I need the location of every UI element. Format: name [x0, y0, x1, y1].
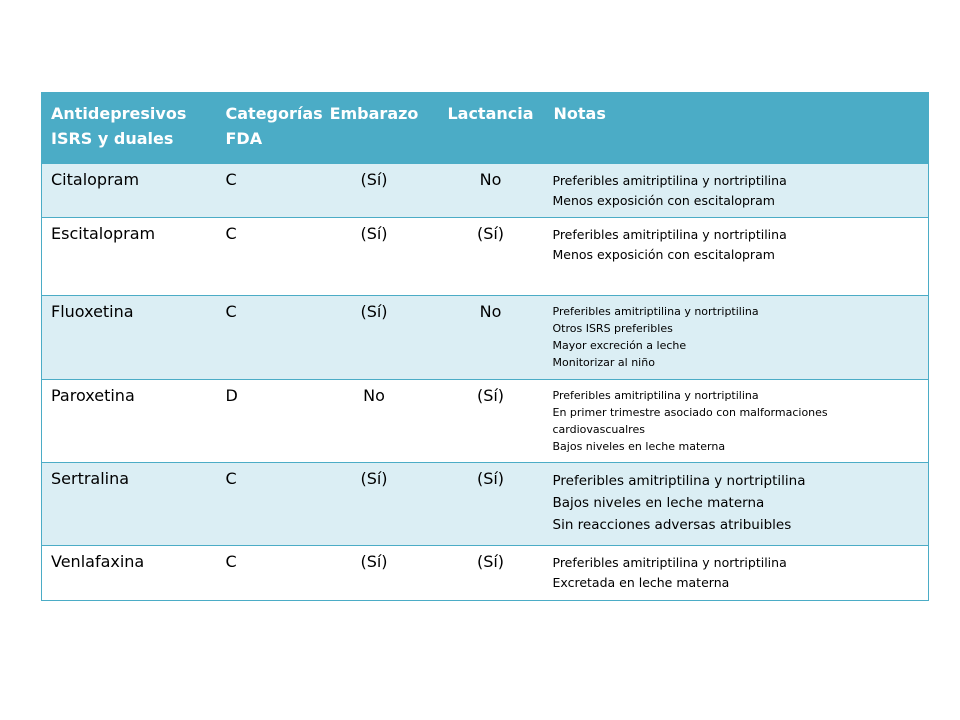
- header-lactation: Lactancia: [437, 93, 545, 164]
- pregnancy-value: (Sí): [312, 164, 437, 218]
- lactation-value: No: [437, 164, 545, 218]
- table-row: [42, 546, 929, 601]
- header-fda-line2: FDA: [225, 129, 263, 148]
- drug-name: Citalopram: [42, 164, 217, 218]
- note-line: Bajos niveles en leche materna: [552, 495, 765, 511]
- drug-name: Sertralina: [42, 463, 217, 546]
- lactation-value: (Sí): [437, 546, 545, 601]
- table-row: [42, 164, 929, 218]
- drug-name: Escitalopram: [42, 218, 217, 296]
- lactation-value: (Sí): [437, 463, 545, 546]
- pregnancy-value: (Sí): [312, 218, 437, 296]
- header-fda-line1: Categorías: [225, 104, 323, 123]
- table-row: [42, 218, 929, 296]
- drug-name: Venlafaxina: [42, 546, 217, 601]
- note-line: Sin reacciones adversas atribuibles: [552, 517, 792, 533]
- note-line: Menos exposición con escitalopram: [552, 192, 775, 208]
- notes-cell: [545, 164, 929, 218]
- header-drug-line2: ISRS y duales: [51, 129, 174, 148]
- fda-category: C: [217, 164, 312, 218]
- table-row: [42, 296, 929, 380]
- table-row: [42, 463, 929, 546]
- note-line: Preferibles amitriptilina y nortriptilina: [552, 227, 787, 242]
- notes-cell: [545, 546, 929, 601]
- note-line: Monitorizar al niño: [552, 356, 655, 369]
- pregnancy-value: (Sí): [312, 463, 437, 546]
- fda-category: D: [217, 380, 312, 463]
- lactation-value: (Sí): [437, 218, 545, 296]
- pregnancy-value: (Sí): [312, 546, 437, 601]
- drug-name: Fluoxetina: [42, 296, 217, 380]
- table-header: [42, 93, 929, 164]
- fda-category: C: [217, 463, 312, 546]
- header-row: [42, 93, 929, 164]
- note-line: Mayor excreción a leche: [552, 339, 687, 352]
- note-line: Bajos niveles en leche materna: [552, 440, 726, 453]
- note-line: Excretada en leche materna: [552, 575, 730, 590]
- pregnancy-value: No: [312, 380, 437, 463]
- table-body: [42, 164, 929, 601]
- notes-cell: [545, 218, 929, 296]
- table-row: [42, 380, 929, 463]
- header-drug: [42, 93, 217, 164]
- antidepressant-table: [41, 92, 929, 601]
- note-line: cardiovascualres: [552, 423, 645, 436]
- fda-category: C: [217, 218, 312, 296]
- notes-cell: [545, 463, 929, 546]
- notes-cell: [545, 380, 929, 463]
- note-line: Preferibles amitriptilina y nortriptilina: [552, 172, 787, 188]
- note-line: Preferibles amitriptilina y nortriptilina: [552, 555, 787, 570]
- note-line: En primer trimestre asociado con malformaciones: [552, 406, 828, 419]
- notes-cell: [545, 296, 929, 380]
- fda-category: C: [217, 296, 312, 380]
- fda-category: C: [217, 546, 312, 601]
- header-drug-line1: Antidepresivos: [51, 104, 187, 123]
- header-fda: [217, 93, 323, 164]
- note-line: Menos exposición con escitalopram: [552, 247, 775, 262]
- header-notes: Notas: [545, 93, 929, 164]
- note-line: Preferibles amitriptilina y nortriptilina: [552, 305, 759, 318]
- pregnancy-value: (Sí): [312, 296, 437, 380]
- lactation-value: (Sí): [437, 380, 545, 463]
- note-line: Preferibles amitriptilina y nortriptilina: [552, 389, 759, 402]
- note-line: Preferibles amitriptilina y nortriptilina: [552, 473, 806, 489]
- lactation-value: No: [437, 296, 545, 380]
- header-pregnancy: Embarazo: [312, 93, 437, 164]
- note-line: Otros ISRS preferibles: [552, 322, 673, 335]
- drug-name: Paroxetina: [42, 380, 217, 463]
